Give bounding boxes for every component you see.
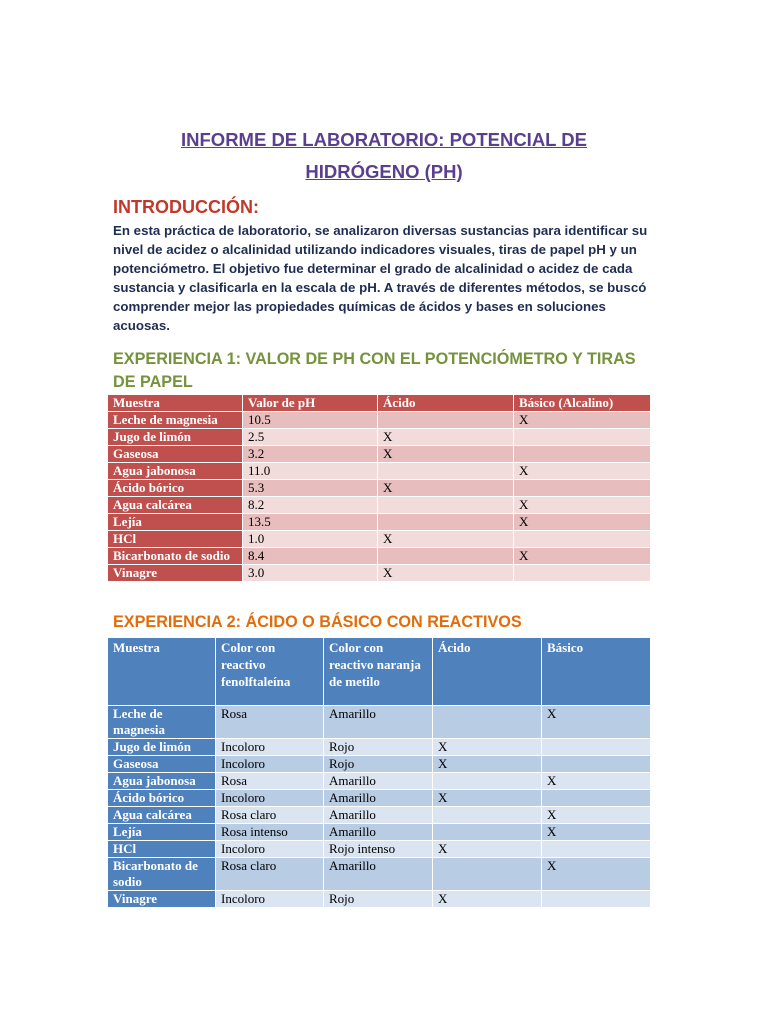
table-cell: Amarillo: [324, 790, 433, 807]
table-cell: Rojo intenso: [324, 841, 433, 858]
sample-name-cell: Leche de magnesia: [108, 412, 243, 429]
table-cell: 10.5: [243, 412, 378, 429]
table-cell: 2.5: [243, 429, 378, 446]
table-cell: [514, 565, 651, 582]
sample-name-cell: Jugo de limón: [108, 429, 243, 446]
report-title-line-2: HIDRÓGENO (PH): [305, 161, 463, 182]
sample-name-cell: Agua jabonosa: [108, 463, 243, 480]
column-header: Muestra: [108, 395, 243, 412]
introduction-text: En esta práctica de laboratorio, se analizaron diversas sustancias para identificar su nivel de acidez o alcalinidad utilizando indicadores visuales, tiras de papel pH y un potenciómetro. El objetivo fue determinar el grado de alcalinidad o acidez de cada sustancia y clasificarla en la escala de pH. A través de diferentes métodos, se buscó comprender mejor las propiedades químicas de ácidos y bases en soluciones acuosas.: [113, 223, 648, 334]
table-cell: 8.2: [243, 497, 378, 514]
sample-name-cell: Agua calcárea: [108, 807, 216, 824]
sample-name-cell: Leche de magnesia: [108, 706, 216, 739]
table-cell: Amarillo: [324, 807, 433, 824]
table-cell: [514, 480, 651, 497]
sample-name-cell: Vinagre: [108, 565, 243, 582]
table-row: [108, 497, 651, 514]
table-row: [108, 429, 651, 446]
column-header: Básico (Alcalino): [514, 395, 651, 412]
table-cell: Incoloro: [216, 790, 324, 807]
table-cell: Rosa intenso: [216, 824, 324, 841]
table-cell: Amarillo: [324, 773, 433, 790]
table-cell: [433, 807, 542, 824]
table-cell: 1.0: [243, 531, 378, 548]
table-cell: X: [378, 565, 514, 582]
table-cell: X: [542, 858, 651, 891]
table-cell: X: [542, 807, 651, 824]
table-cell: [378, 463, 514, 480]
experience-1-heading: EXPERIENCIA 1: VALOR DE PH CON EL POTENCIÓMETRO Y TIRAS DE PAPEL: [113, 350, 636, 391]
sample-name-cell: Gaseosa: [108, 756, 216, 773]
sample-name-cell: HCl: [108, 531, 243, 548]
table-cell: Incoloro: [216, 891, 324, 908]
sample-name-cell: Gaseosa: [108, 446, 243, 463]
table-cell: X: [542, 773, 651, 790]
table-cell: Incoloro: [216, 756, 324, 773]
table-row: [108, 807, 651, 824]
table-cell: 5.3: [243, 480, 378, 497]
table-row: [108, 446, 651, 463]
sample-name-cell: Ácido bórico: [108, 480, 243, 497]
sample-name-cell: HCl: [108, 841, 216, 858]
reagent-table: [107, 637, 651, 908]
table-cell: [433, 858, 542, 891]
column-header: Ácido: [433, 638, 542, 706]
table-cell: [542, 790, 651, 807]
sample-name-cell: Lejía: [108, 824, 216, 841]
table-cell: Rojo: [324, 891, 433, 908]
table-cell: [433, 773, 542, 790]
table-cell: Rosa claro: [216, 807, 324, 824]
report-title-line-1: INFORME DE LABORATORIO: POTENCIAL DE: [181, 129, 587, 150]
table-cell: 3.0: [243, 565, 378, 582]
column-header: Color con reactivo fenolftaleína: [216, 638, 324, 706]
table-cell: X: [542, 824, 651, 841]
table-cell: [378, 497, 514, 514]
table-row: [108, 463, 651, 480]
sample-name-cell: Agua calcárea: [108, 497, 243, 514]
table-cell: [378, 514, 514, 531]
table-cell: Amarillo: [324, 824, 433, 841]
table-header-row: [108, 638, 651, 706]
table-row: [108, 790, 651, 807]
table-cell: [542, 739, 651, 756]
table-cell: X: [514, 463, 651, 480]
experience-2-heading: EXPERIENCIA 2: ÁCIDO O BÁSICO CON REACTIVOS: [113, 613, 522, 631]
table-cell: [514, 429, 651, 446]
table-row: [108, 565, 651, 582]
table-cell: Rosa claro: [216, 858, 324, 891]
ph-value-table: [107, 394, 651, 582]
table-row: [108, 773, 651, 790]
table-cell: X: [514, 514, 651, 531]
table-cell: Amarillo: [324, 858, 433, 891]
table-row: [108, 891, 651, 908]
table-cell: 8.4: [243, 548, 378, 565]
column-header: Color con reactivo naranja de metilo: [324, 638, 433, 706]
table-cell: Rojo: [324, 739, 433, 756]
table-cell: X: [433, 739, 542, 756]
table-cell: [378, 412, 514, 429]
table-cell: X: [378, 429, 514, 446]
table-cell: X: [433, 790, 542, 807]
table-row: [108, 824, 651, 841]
table-row: [108, 412, 651, 429]
sample-name-cell: Bicarbonato de sodio: [108, 858, 216, 891]
column-header: Valor de pH: [243, 395, 378, 412]
table-cell: [433, 706, 542, 739]
table-row: [108, 858, 651, 891]
sample-name-cell: Vinagre: [108, 891, 216, 908]
table-row: [108, 531, 651, 548]
table-cell: 3.2: [243, 446, 378, 463]
table-row: [108, 706, 651, 739]
table-cell: X: [433, 891, 542, 908]
table-cell: [514, 531, 651, 548]
table-cell: [378, 548, 514, 565]
table-cell: X: [378, 531, 514, 548]
table-row: [108, 548, 651, 565]
column-header: Ácido: [378, 395, 514, 412]
table-cell: 11.0: [243, 463, 378, 480]
introduction-heading: INTRODUCCIÓN:: [113, 197, 259, 217]
table-cell: Rosa: [216, 773, 324, 790]
table-cell: X: [378, 446, 514, 463]
table-cell: [514, 446, 651, 463]
table-header-row: [108, 395, 651, 412]
sample-name-cell: Ácido bórico: [108, 790, 216, 807]
table-cell: Amarillo: [324, 706, 433, 739]
table-row: [108, 739, 651, 756]
table-cell: X: [514, 548, 651, 565]
table-cell: 13.5: [243, 514, 378, 531]
table-cell: X: [514, 412, 651, 429]
sample-name-cell: Lejía: [108, 514, 243, 531]
table-cell: Rosa: [216, 706, 324, 739]
table-cell: Rojo: [324, 756, 433, 773]
table-cell: [433, 824, 542, 841]
table-cell: X: [378, 480, 514, 497]
sample-name-cell: Bicarbonato de sodio: [108, 548, 243, 565]
table-row: [108, 514, 651, 531]
column-header: Muestra: [108, 638, 216, 706]
table-row: [108, 756, 651, 773]
sample-name-cell: Jugo de limón: [108, 739, 216, 756]
table-row: [108, 841, 651, 858]
table-cell: [542, 841, 651, 858]
table-row: [108, 480, 651, 497]
sample-name-cell: Agua jabonosa: [108, 773, 216, 790]
column-header: Básico: [542, 638, 651, 706]
report-title: [108, 124, 660, 188]
table-cell: X: [542, 706, 651, 739]
table-cell: Incoloro: [216, 739, 324, 756]
table-cell: X: [433, 841, 542, 858]
table-cell: [542, 891, 651, 908]
table-cell: X: [433, 756, 542, 773]
table-cell: [542, 756, 651, 773]
table-cell: X: [514, 497, 651, 514]
table-cell: Incoloro: [216, 841, 324, 858]
